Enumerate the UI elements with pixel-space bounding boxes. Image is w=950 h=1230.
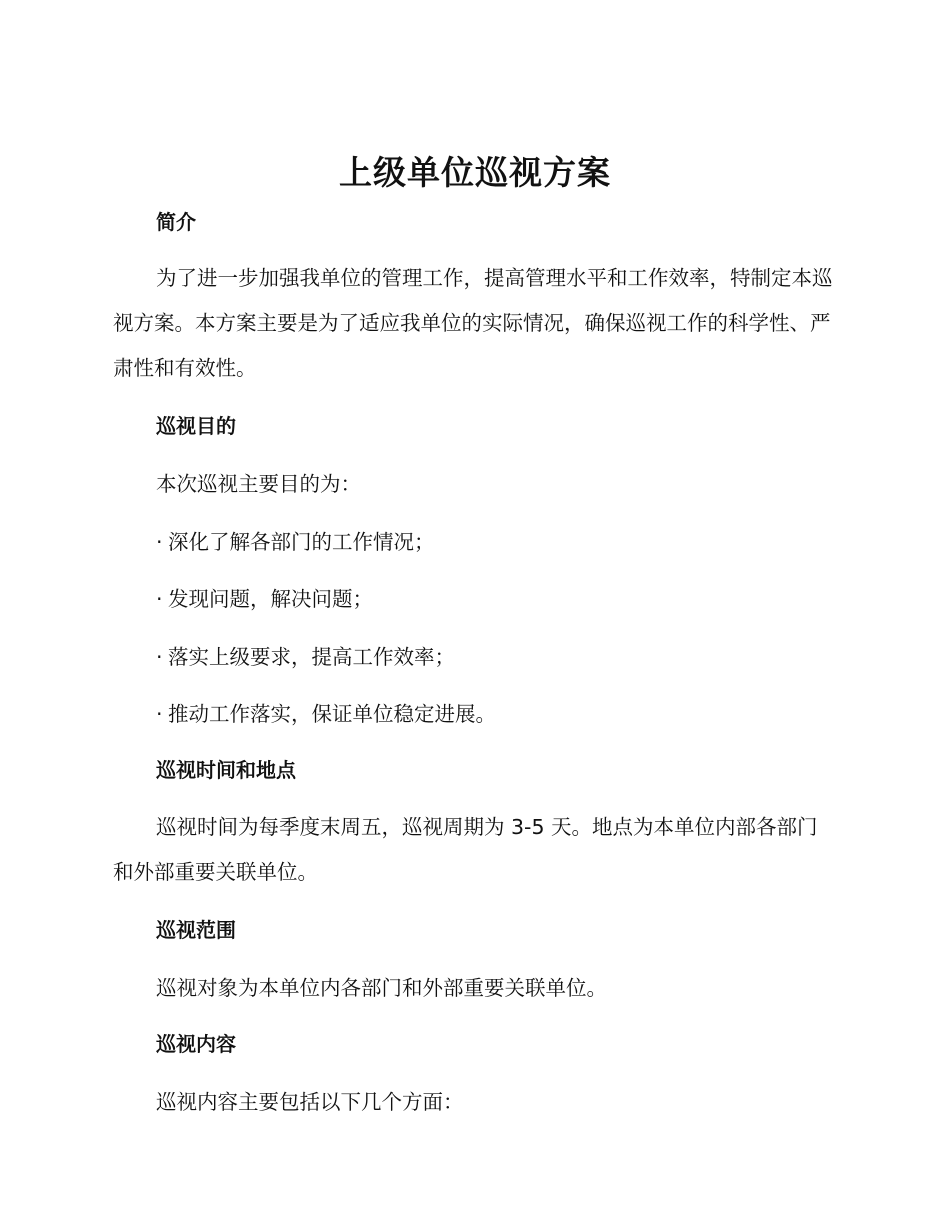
- time-place-paragraph: 巡视时间为每季度末周五，巡视周期为 3-5 天。地点为本单位内部各部门和外部重要关联单位。: [113, 815, 818, 884]
- section-heading-content: 巡视内容: [156, 1032, 236, 1056]
- content-line: 巡视内容主要包括以下几个方面：: [156, 1090, 464, 1114]
- list-item: [156, 584, 373, 614]
- list-item-text: 落实上级要求，提高工作效率；: [168, 645, 455, 669]
- section-heading-intro: 简介: [156, 210, 196, 234]
- bullet-dot: ·: [156, 587, 163, 611]
- list-item-text: 发现问题，解决问题；: [168, 587, 373, 611]
- list-item: [156, 699, 496, 729]
- purpose-lead: 本次巡视主要目的为：: [156, 472, 361, 496]
- list-item: [156, 642, 455, 672]
- document-title: 上级单位巡视方案: [339, 153, 611, 192]
- bullet-dot: ·: [156, 530, 163, 554]
- bullet-dot: ·: [156, 645, 163, 669]
- section-heading-scope: 巡视范围: [156, 918, 236, 942]
- list-item-text: 深化了解各部门的工作情况；: [168, 530, 435, 554]
- section-heading-time-place: 巡视时间和地点: [156, 758, 296, 782]
- scope-line: 巡视对象为本单位内各部门和外部重要关联单位。: [156, 976, 607, 1000]
- section-heading-purpose: 巡视目的: [156, 414, 236, 438]
- intro-paragraph: 为了进一步加强我单位的管理工作，提高管理水平和工作效率，特制定本巡视方案。本方案主要是为了适应我单位的实际情况，确保巡视工作的科学性、严肃性和有效性。: [113, 266, 833, 380]
- bullet-dot: ·: [156, 702, 163, 726]
- list-item-text: 推动工作落实，保证单位稳定进展。: [168, 702, 496, 726]
- list-item: [156, 527, 435, 557]
